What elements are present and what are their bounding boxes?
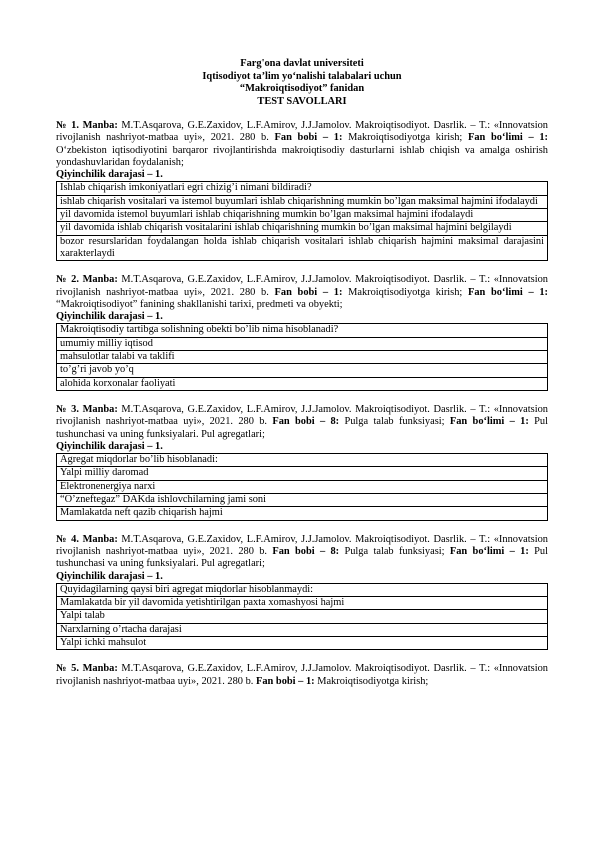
- manba-text: M.T.Asqarova, G.E.Zaxidov, L.F.Amirov, J.J.Jamolov. Makroiqtisodiyot. Dasrlik. – T.: «Innovatsion rivojlanish nashriyot-matbaa uyi», 2021. 280 b.: [56, 663, 548, 687]
- bolim-text: “Makroiqtisodiyot” fanining shakllanishi tarixi, predmeti va obyekti;: [56, 298, 343, 310]
- bob-text: Pulga talab funksiyasi;: [339, 545, 445, 557]
- question-5: [56, 663, 548, 688]
- table-row: [57, 209, 548, 222]
- table-row: [57, 610, 548, 623]
- answer-cell: umumiy milliy iqtisod: [57, 337, 548, 350]
- question-number: № 2.: [56, 274, 79, 286]
- table-row: [57, 351, 548, 364]
- question-2: [56, 274, 548, 391]
- question-source: [56, 534, 548, 571]
- answer-cell: Yalpi talab: [57, 610, 548, 623]
- table-row: [57, 324, 548, 337]
- manba-text: M.T.Asqarova, G.E.Zaxidov, L.F.Amirov, J.J.Jamolov. Makroiqtisodiyot. Dasrlik. – T.: «Innovatsion rivojlanish nashriyot-matbaa uyi», 2021. 280 b.: [56, 403, 548, 428]
- bob-label: Fan bobi – 1:: [256, 675, 315, 687]
- table-row: [57, 467, 548, 480]
- manba-text: M.T.Asqarova, G.E.Zaxidov, L.F.Amirov, J.J.Jamolov. Makroiqtisodiyot. Dasrlik. – T.: «Innovatsion rivojlanish nashriyot-matbaa uyi», 2021. 280 b.: [56, 274, 548, 298]
- table-row: [57, 195, 548, 208]
- manba-text: M.T.Asqarova, G.E.Zaxidov, L.F.Amirov, J.J.Jamolov. Makroiqtisodiyot. Dasrlik. – T.: «Innovatsion rivojlanish nashriyot-matbaa uyi», 2021. 280 b.: [56, 533, 548, 557]
- table-row: [57, 480, 548, 493]
- table-row: [57, 364, 548, 377]
- question-4: [56, 534, 548, 651]
- university-name: Farg'ona davlat universiteti: [240, 58, 364, 69]
- bob-label: Fan bobi – 1:: [274, 132, 343, 144]
- bob-text: Makroiqtisodiyotga kirish;: [342, 132, 463, 144]
- question-cell: Agregat miqdorlar bo’lib hisoblanadi:: [57, 454, 548, 467]
- table-row: [57, 507, 548, 520]
- table-row: [57, 494, 548, 507]
- answer-cell: “O’zneftegaz” DAKda ishlovchilarning jami soni: [57, 494, 548, 507]
- answer-table: [56, 453, 548, 520]
- answer-table: [56, 583, 548, 650]
- bob-text: Makroiqtisodiyotga kirish;: [314, 675, 429, 687]
- bob-label: Fan bobi – 8:: [272, 545, 340, 557]
- table-row: [57, 454, 548, 467]
- bob-label: Fan bobi – 1:: [274, 286, 343, 298]
- audience-line: Iqtisodiyot ta’lim yo‘nalishi talabalari uchun: [202, 70, 402, 82]
- table-row: [57, 623, 548, 636]
- question-source: [56, 120, 548, 169]
- answer-cell: Narxlarning o’rtacha darajasi: [57, 623, 548, 636]
- manba-label: Manba:: [82, 403, 118, 415]
- answer-cell: Elektronenergiya narxi: [57, 480, 548, 493]
- answer-table: [56, 323, 548, 390]
- question-cell: Ishlab chiqarish imkoniyatlari egri chizig’i nimani bildiradi?: [57, 182, 548, 195]
- bolim-text: Pul tushunchasi va uning funksiyalari. Pul agregatlari;: [56, 545, 548, 570]
- bob-text: Pulga talab funksiyasi;: [339, 416, 445, 428]
- bolim-label: Fan bo‘limi – 1:: [468, 132, 548, 144]
- bolim-text: O‘zbekiston iqtisodiyotini barqaror rivojlantirishda makroiqtisodiy dasturlarni ishlab chiqish va amalga oshirish yondashuvlaridan foydalanish;: [56, 144, 548, 168]
- document-title: TEST SAVOLLARI: [257, 95, 347, 107]
- table-row: [57, 337, 548, 350]
- question-1: [56, 120, 548, 261]
- answer-cell: Mamlakatda bir yil davomida yetishtirilgan paxta xomashyosi hajmi: [57, 597, 548, 610]
- table-row: [57, 182, 548, 195]
- manba-label: Manba:: [82, 533, 118, 545]
- answer-cell: mahsulotlar talabi va taklifi: [57, 351, 548, 364]
- bob-label: Fan bobi – 8:: [272, 416, 340, 428]
- question-cell: Makroiqtisodiy tartibga solishning obekti bo’lib nima hisoblanadi?: [57, 324, 548, 337]
- bolim-label: Fan bo‘limi – 1:: [468, 286, 548, 298]
- question-source: [56, 274, 548, 311]
- question-number: № 3.: [56, 403, 79, 415]
- question-source: [56, 663, 548, 688]
- table-row: [57, 377, 548, 390]
- answer-cell: Yalpi milliy daromad: [57, 467, 548, 480]
- answer-cell: alohida korxonalar faoliyati: [57, 377, 548, 390]
- question-3: [56, 404, 548, 521]
- bolim-label: Fan bo‘limi – 1:: [449, 416, 529, 428]
- bob-text: Makroiqtisodiyotga kirish;: [342, 286, 463, 298]
- table-row: [57, 222, 548, 235]
- difficulty-level: Qiyinchilik darajasi – 1.: [56, 311, 163, 323]
- question-number: № 4.: [56, 533, 79, 545]
- table-row: [57, 235, 548, 261]
- table-row: [57, 583, 548, 596]
- answer-cell: ishlab chiqarish vositalari va istemol buyumlari ishlab chiqarishning mumkin bo’lgan maksimal hajmini ifodalaydi: [57, 195, 548, 208]
- table-row: [57, 597, 548, 610]
- question-number: № 1.: [56, 120, 79, 131]
- answer-cell: Yalpi ichki mahsulot: [57, 636, 548, 649]
- question-number: № 5.: [56, 663, 79, 675]
- answer-cell: to’g’ri javob yo’q: [57, 364, 548, 377]
- manba-label: Manba:: [82, 274, 118, 286]
- answer-cell: yil davomida ishlab chiqarish vositalarini ishlab chiqarishning mumkin bo’lgan maksimal hajmini belgilaydi: [57, 222, 548, 235]
- manba-label: Manba:: [82, 663, 118, 675]
- document-header: [56, 58, 548, 108]
- difficulty-level: Qiyinchilik darajasi – 1.: [56, 570, 163, 582]
- subject-line: “Makroiqtisodiyot” fanidan: [239, 83, 365, 94]
- bolim-text: Pul tushunchasi va uning funksiyalari. Pul agregatlari;: [56, 416, 548, 440]
- manba-text: M.T.Asqarova, G.E.Zaxidov, L.F.Amirov, J.J.Jamolov. Makroiqtisodiyot. Dasrlik. – T.: «Innovatsion rivojlanish nashriyot-matbaa uyi», 2021. 280 b.: [56, 120, 548, 144]
- answer-cell: Mamlakatda neft qazib chiqarish hajmi: [57, 507, 548, 520]
- difficulty-level: Qiyinchilik darajasi – 1.: [56, 440, 163, 452]
- answer-table: [56, 181, 548, 261]
- question-cell: Quyidagilarning qaysi biri agregat miqdorlar hisoblanmaydi:: [57, 583, 548, 596]
- difficulty-level: Qiyinchilik darajasi – 1.: [56, 169, 163, 181]
- answer-cell: bozor resurslaridan foydalangan holda ishlab chiqarish vositalari ishlab chiqarish hajmini maksimal darajasini xarakterlaydi: [57, 235, 548, 261]
- bolim-label: Fan bo‘limi – 1:: [449, 545, 529, 557]
- question-source: [56, 404, 548, 441]
- answer-cell: yil davomida istemol buyumlari ishlab chiqarishning mumkin bo’lgan maksimal hajmini ifodalaydi: [57, 209, 548, 222]
- manba-label: Manba:: [82, 120, 118, 131]
- table-row: [57, 636, 548, 649]
- document-page: [56, 58, 548, 701]
